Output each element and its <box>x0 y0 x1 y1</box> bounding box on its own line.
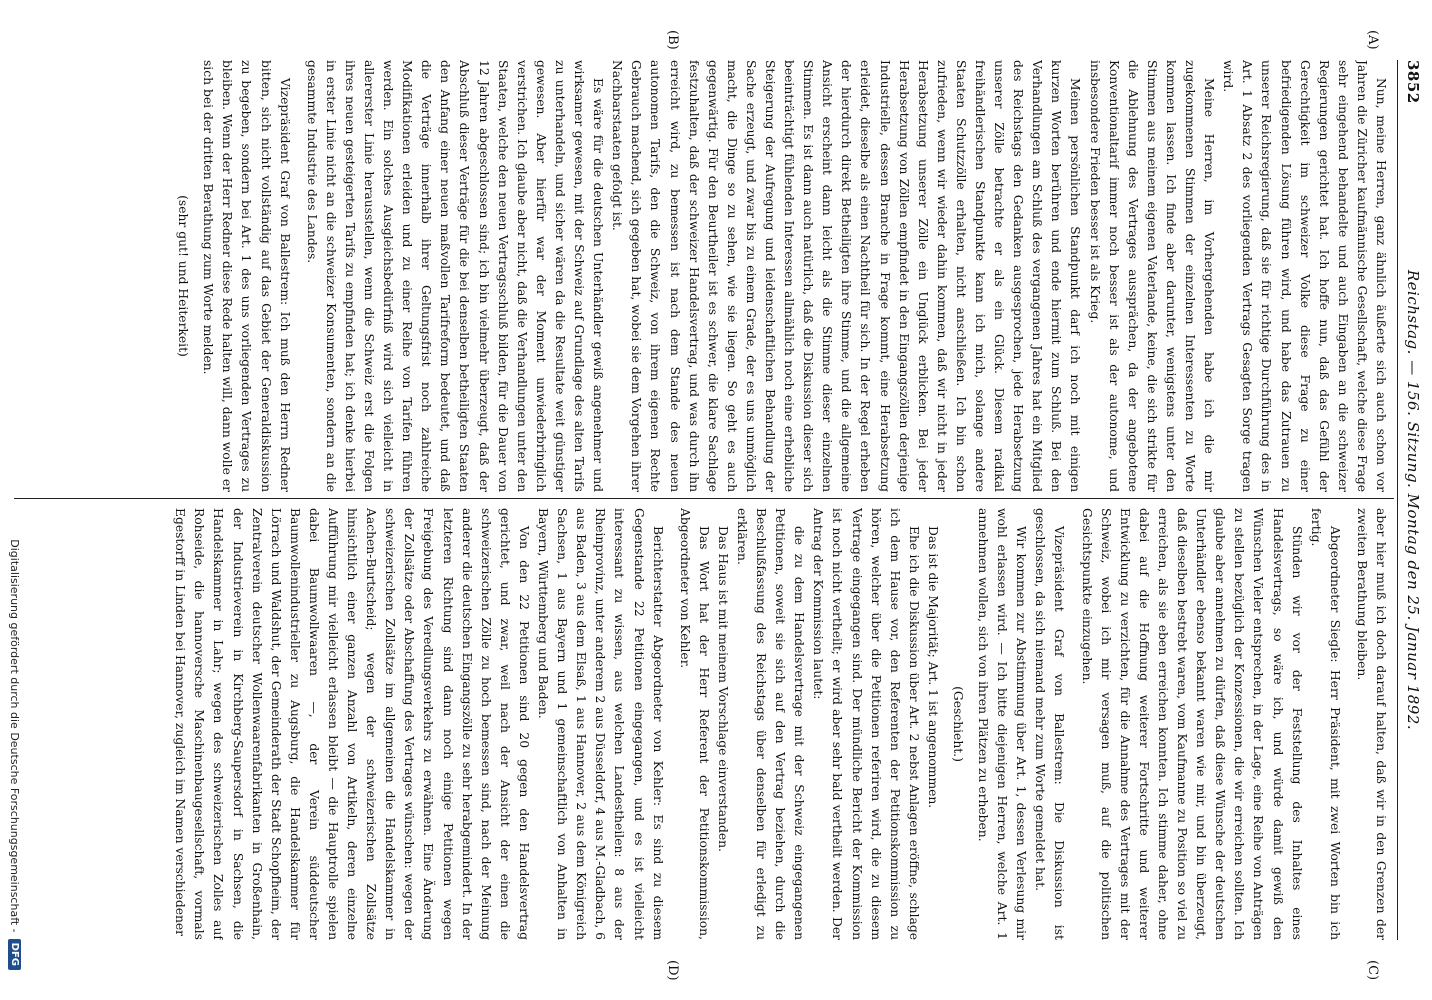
digitization-credit <box>4 40 26 970</box>
right-column <box>18 508 1390 940</box>
credit-text: Digitalisierung gefördert durch die Deutsche Forschungsgemeinschaft - <box>8 539 22 933</box>
speaker-paragraph: Vizepräsident Graf von Ballestrem: Die Diskussion ist geschlossen, da sich niemand mehr zum Worte gemeldet hat. <box>1033 508 1067 940</box>
margin-marker-a: (A) <box>1365 30 1380 50</box>
paragraph: Wir kommen zur Abstimmung über Art. 1, dessen Verlesung mir wohl erlassen wird. — Ich bitte diejenigen Herren, welche Art. 1 annehmen wollen, sich von ihren Plätzen zu erheben. <box>976 508 1029 940</box>
paragraph: Ehe ich die Diskussion über Art. 2 nebst Anlagen eröffne, schlage ich dem Hause vor, den Referenten der Petitionskommission zu hören, welcher über die Petitionen referiren wird, die zu diesem Vertrage eingegangen sind. Der mündliche Bericht der Kommission ist noch nicht vertheilt; er wird aber sehr bald vertheilt werden. Der Antrag der Kommission lautet: <box>811 508 921 940</box>
paragraph: Das Haus ist mit meinem Vorschlage einverstanden. <box>715 526 730 852</box>
page-header <box>1398 60 1424 940</box>
margin-marker-d: (D) <box>665 960 680 981</box>
margin-marker-c: (C) <box>1365 960 1380 981</box>
interjection: (Geschieht.) <box>951 686 966 762</box>
paragraph: Meine Herren, im Vorhergehenden habe ich die mir zugekommenen Stimmen der einzelnen Interessenten zu Worte kommen lassen. Ich finde aber darunter, wenigstens unter den Stimmen aus meinem eigenen Vaterlande, keine, die sich strikte für die Ablehnung des Vertrages aussprächen, da der angebotene Konventionaltarif immer noch besser ist als der autonome, und insbesondere Frieden besser ist als Krieg. <box>1087 60 1217 492</box>
paragraph: Von den 22 Petitionen sind 20 gegen den Handelsvertrag gerichtet, und zwar, weil nach der Ansicht der einen die schweizerischen Zölle zu hoch bemessen sind, nach der Meinung anderer die deutschen Eingangszölle zu sehr herabgemindert. In der letzteren Richtung sind dann noch einige Petitionen wegen Freigebung des Veredlungsverkehrs zu erwähnen. Eine Änderung der Zollsätze oder Abschaffung des Vertrages wünschen: wegen der schweizerischen Zollsätze im allgemeinen die Handelskammer in Aachen-Burtscheid; wegen der schweizerischen Zollsätze hinsichtlich einer ganzen Anzahl von Artikeln, deren einzelne Aufführung mir vielleicht erlassen bleibt — die Hauptrolle spielen dabei Baumwollwaaren —, der Verein süddeutscher Baumwollenindustrieller zu Augsburg, die Handelskammer für Lörrach und Waldshut, der Gemeinderath der Stadt Schopfheim, der Zentralverein deutscher Wollenwaarenfabrikanten in Großenhain, der Industrieverein in Kirchberg-Saupersdorf in Sachsen, die Handelskammer in Lahr; wegen des schweizerischen Zolles auf Rohseide, die hannoversche Maschinenbaugesellschaft, vormals Egestorff in Linden bei Hannover, zugleich im Namen verschiedener <box>173 508 531 940</box>
column-divider <box>14 498 1394 499</box>
margin-marker-b: (B) <box>665 30 680 50</box>
speaker-paragraph: Abgeordneter Siegle: Herr Präsident, mit zwei Worten bin ich fertig. <box>1308 508 1342 940</box>
paragraph: Das Wort hat der Herr Referent der Petitionskommission, Abgeordneter von Kehler. <box>677 508 711 940</box>
header-rule <box>1397 60 1398 940</box>
interjection: (sehr gut! und Heiterkeit) <box>176 195 191 357</box>
page-number: 3852 <box>1404 60 1422 104</box>
speaker-paragraph: Vizepräsident Graf von Ballestrem: Ich muß den Herrn Redner bitten, sich nicht vollständig auf das Gebiet der Generaldiskussion zu begeben, sondern bei Art. 1 des uns vorliegenden Vertrages zu bleiben. Wenn der Herr Redner diese Rede halten will, dann wolle er sich bei der dritten Berathung zum Worte melden. <box>201 60 292 492</box>
quoted-motion: die zu dem Handelsvertrage mit der Schweiz eingegangenen Petitionen, soweit sie sich auf den Vertrag beziehen, durch die Beschlußfassung des Reichstags über denselben für erledigt zu erklären. <box>735 508 807 940</box>
left-column <box>18 60 1390 492</box>
paragraph: aber hier muß ich doch darauf halten, daß wir in den Grenzen der zweiten Berathung bleiben. <box>1354 508 1388 940</box>
page-title: Reichstag. — 156. Sitzung. Montag den 25. Januar 1892. <box>1404 269 1422 731</box>
paragraph: Meinen persönlichen Standpunkt darf ich noch mit einigen kurzen Worten berühren und ende hiermit zum Schluß. Bei den Verhandlungen am Schluß des vergangenen Jahres hat ein Mitglied des Reichstags den Gedanken ausgesprochen, jede Herabsetzung unserer Zölle betrachte er als ein Glück. Diesem radikal freihändlerischen Standpunkte kann ich mich, solange andere Staaten Schutzzölle erhalten, nicht anschließen. Ich bin schon zufrieden, wenn wir wieder dahin kommen, daß wir nicht in jeder Herabsetzung unserer Zölle ein Unglück erblicken. Bei jeder Herabsetzung von Zöllen empfindet in den Eingangszöllen derjenige Industrielle, dessen Branche in Frage kommt, eine Herabsetzung erleidet, dieselbe als einen Nachtheil für sich. In der Regel erheben der hierdurch direkt Betheiligten ihre Stimme, und die allgemeine Ansicht erscheint dann leicht als die Stimme dieser einzelnen Stimmen. Es ist dann auch natürlich, daß die Diskussion dieser sich beeinträchtigt fühlenden Interessen allmählich noch eine erhebliche Steigerung der Aufregung und leidenschaftlichen Behandlung der Sache erzeugt, und zwar bis zu einem Grade, der es uns unmöglich macht, die Dinge so zu sehen, wie sie liegen. So geht es auch gegenwärtig. Für den Beurtheiler ist es schwer, die klare Sachlage festzuhalten, daß der schweizer Handelsvertrag, und was durch ihn erreicht wird, zu bemessen ist nach dem Stande des neuen autonomen Tarifs, den die Schweiz, von ihrem eigenen Rechte Gebrauch machend, sich gegeben hat, wobei sie dem Vorgehen ihrer Nachbarstaaten gefolgt ist. <box>610 60 1083 492</box>
paragraph: Das ist die Majorität; Art. 1 ist angenommen. <box>925 526 940 809</box>
paragraph: Stünden wir vor der Feststellung des Inhaltes eines Handelsvertrags, so wäre ich, und würde damit gewiß den Wünschen Vieler entsprechen, in der Lage, eine Reihe von Anträgen zu stellen bezüglich der Konzessionen, die wir erreichen sollten. Ich glaube aber annehmen zu dürfen, daß diese Wünsche der deutschen Unterhändler ebenso bekannt waren wie mir, und bin überzeugt, daß dieselben bestrebt waren, vom Kaufmanne zu Position so viel zu erreichen, als sie eben erreichen konnten. Ich stimme daher, ohne dabei auf die Hoffnung weiterer Fortschritte und weiterer Entwicklung zu verzichten, für die Annahme des Vertrages mit der Schweiz, wobei ich mir versagen muß, auf die politischen Gesichtspunkte einzugehen. <box>1079 508 1304 940</box>
paragraph: Es wäre für die deutschen Unterhändler gewiß angenehmer und wirksamer gewesen, mit der Schweiz auf Grundlage des alten Tarifs zu unterhandeln, und sicher wären da die Resultate weit günstiger gewesen. Aber hierfür war der Moment unwiederbringlich verstrichen. Ich glaube aber nicht, daß die Verhandlungen unter den Staaten, welche den neuen Vertragsschluß bilden, für die Dauer von 12 Jahren abgeschlossen sind; ich bin vielmehr überzeugt, daß der Abschluß dieser Verträge für die bei denselben betheiligten Staaten den Anfang einer neuen maßvollen Tarifreform bedeutet, und daß die Verträge innerhalb ihrer Geltungsfrist noch zahlreiche Modifikationen erleiden und zu einer Reihe von Tarifen führen werden. Ein solches Ausgleichsbedürfniß wird sich vielleicht in allererster Linie herausstellen, wenn die Schweiz erst die Folgen ihres neuen gesteigerten Tarifs zu empfinden hat; ich denke hierbei in erster Linie nicht an die schweizer Konsumenten, sondern an die gesammte Industrie des Landes. <box>304 60 606 492</box>
dfg-logo: DFG <box>9 939 22 970</box>
paragraph: Nun, meine Herren, ganz ähnlich äußerte sich auch schon vor Jahren die Züricher kaufmännische Gesellschaft, welche diese Frage sehr eingehend behandelte und auch Eingaben an die schweizer Regierungen gerichtet hat. Ich hoffe nun, daß das Gefühl der Gerechtigkeit im schweizer Volke diese Frage zu einer befriedigenden Lösung führen wird, und habe das Zutrauen zu unserer Reichsregierung, daß sie für richtige Durchführung des in Art. 1 Absatz 2 des vorliegenden Vertrags Gesagten Sorge tragen wird. <box>1221 60 1388 492</box>
speaker-paragraph: Berichterstatter Abgeordneter von Kehler: Es sind zu diesem Gegenstande 22 Petitionen eingegangen, und es ist vielleicht interessant zu wissen, aus welchen Landestheilen: 8 aus der Rheinprovinz, unter anderem 2 aus Düsseldorf, 4 aus M.-Gladbach, 6 aus Baden, 3 aus dem Elsaß, 1 aus Hannover, 2 aus dem Königreich Sachsen, 1 aus Bayern und 1 gemeinschaftlich von Anhalten in Bayern, Württemberg und Baden. <box>536 508 665 940</box>
